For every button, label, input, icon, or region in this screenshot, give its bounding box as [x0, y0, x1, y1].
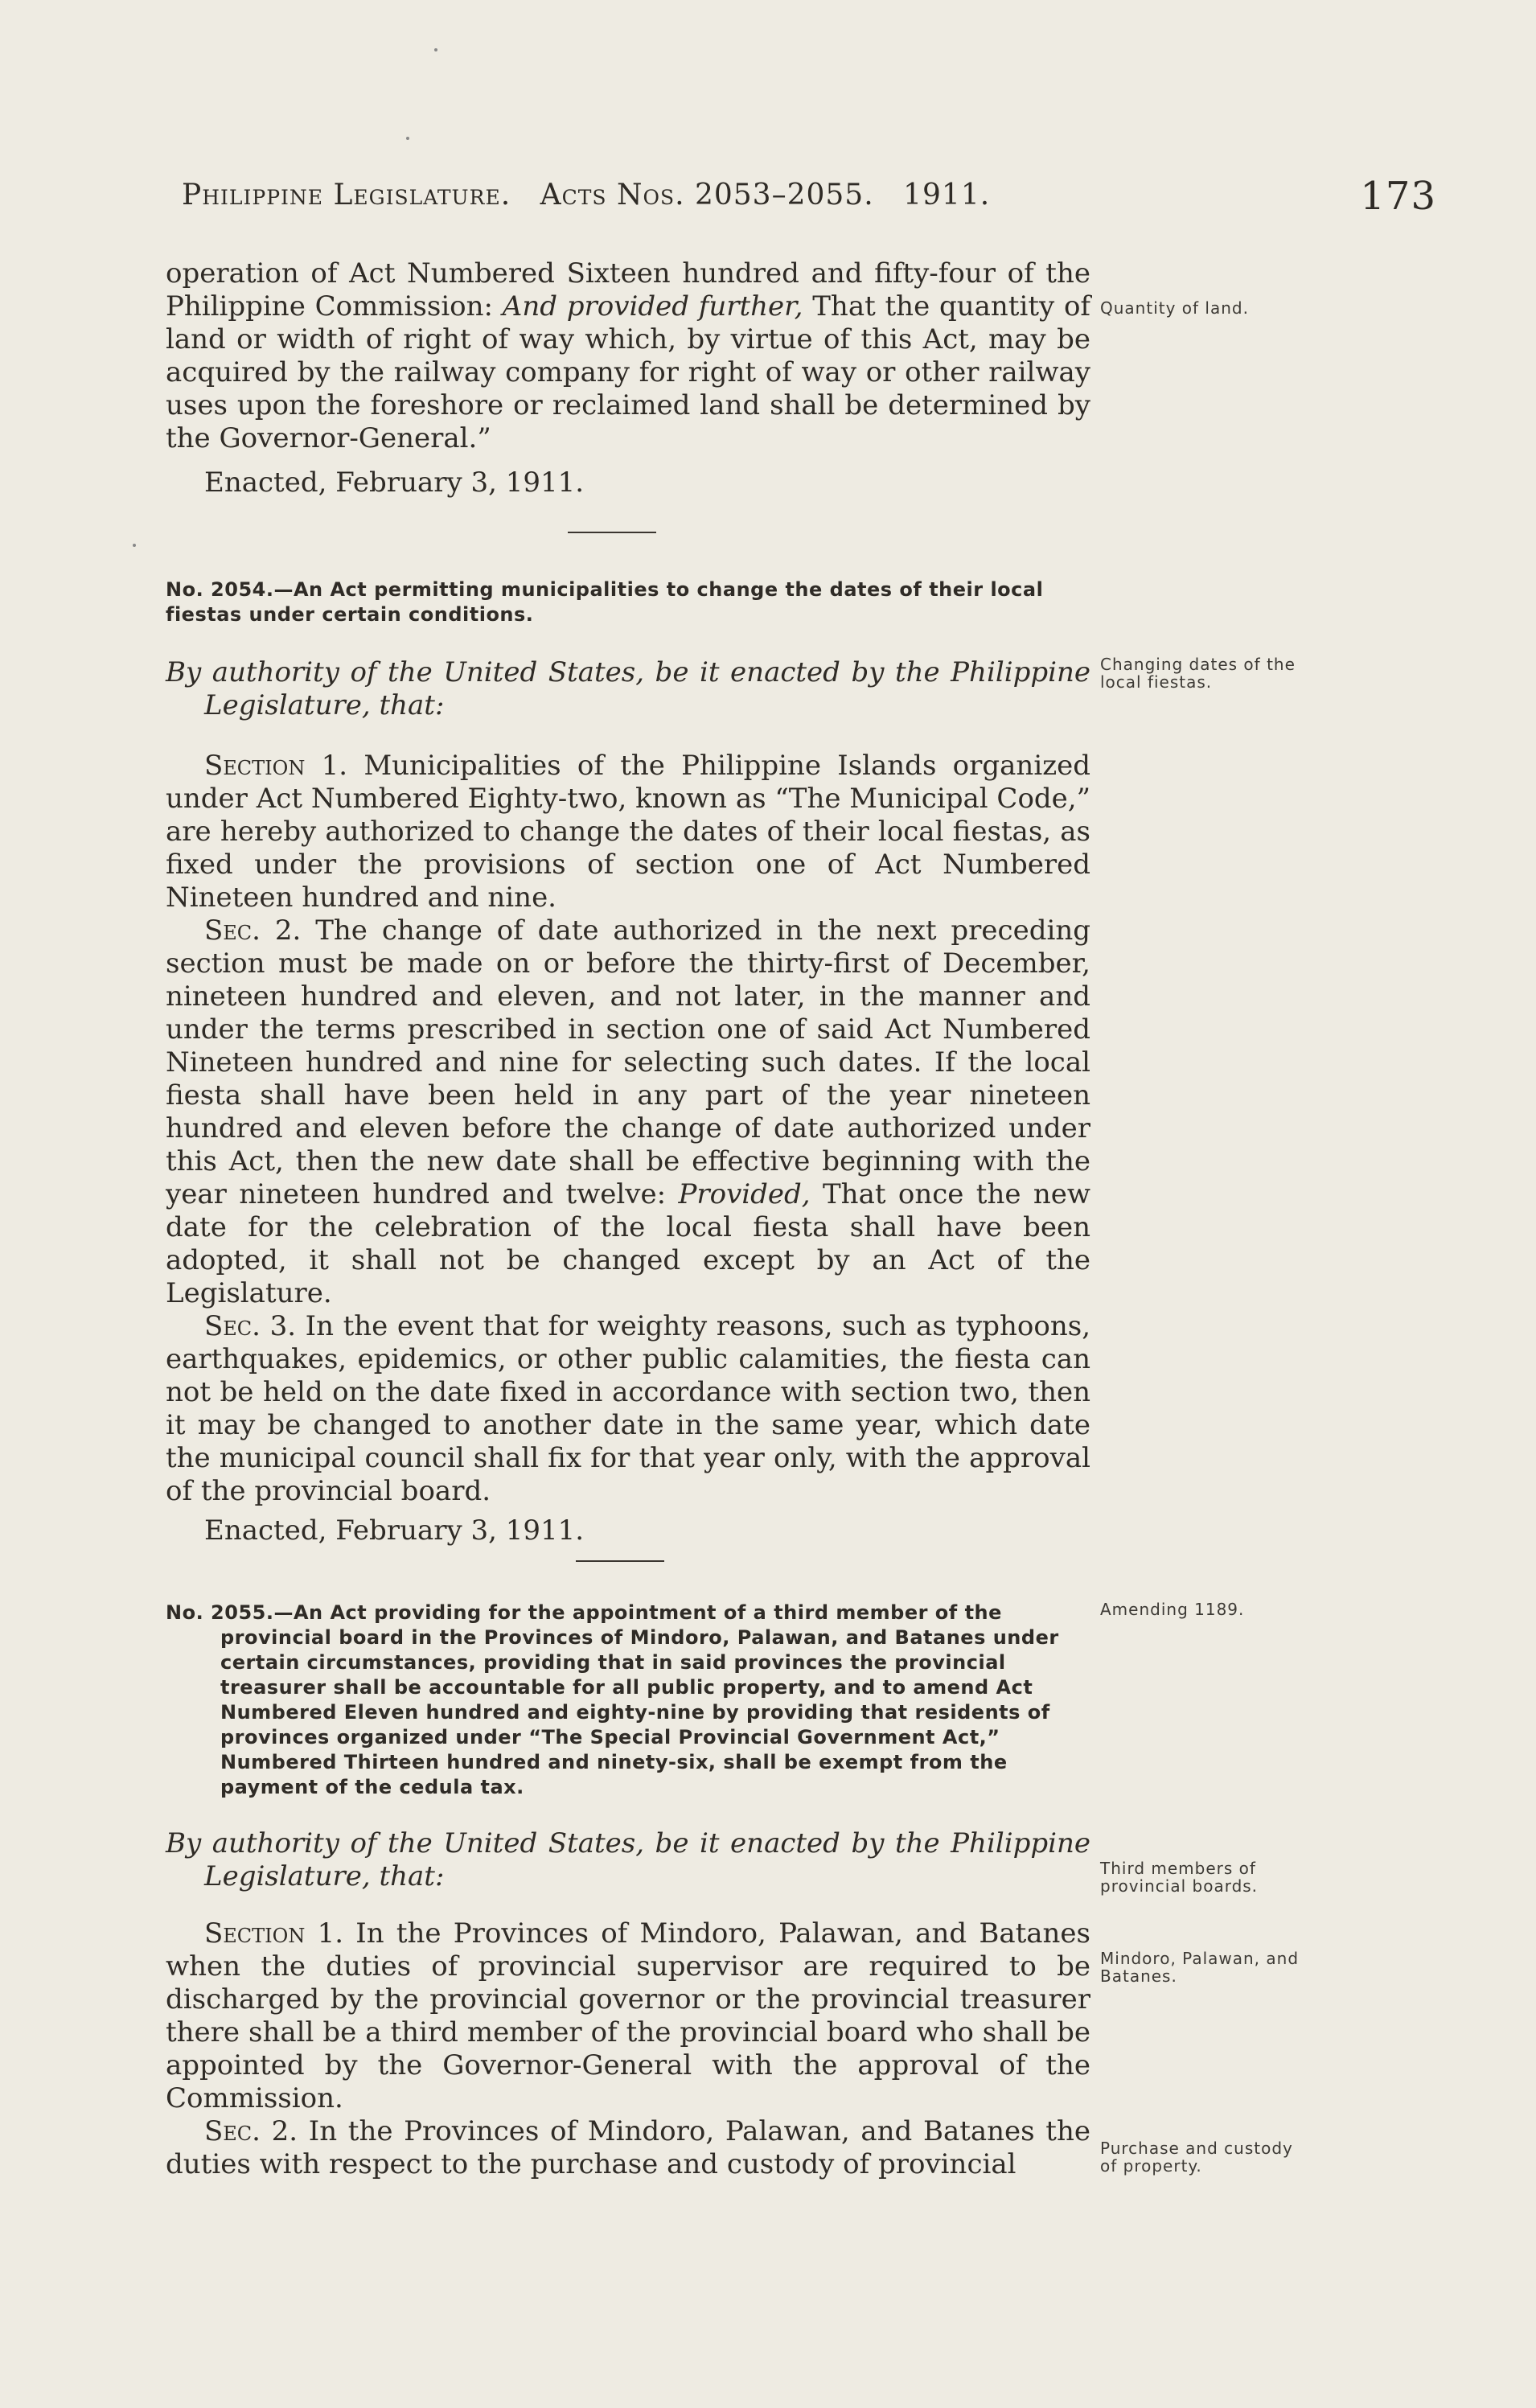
margin-note-changing-dates: Changing dates of the local fiestas. [1100, 655, 1296, 692]
section-label: Sec. 2. [204, 2115, 298, 2147]
section-text: The change of date authorized in the next preceding section must be made on or before the thirty-first of December, nineteen hundred and eleven, and not later, in the manner and under the terms prescribed in section one of said Act Numbered Nineteen hundred and nine for selecting such dates. If the local fiesta shall have been held in any part of the year nineteen hundred and eleven before the change of date authorized under this Act, then the new date shall be effective beginning with the year nineteen hundred and twelve: [166, 914, 1090, 1210]
section-label: Section 1. [204, 1917, 344, 1950]
act-number: No. 2054. [166, 578, 274, 601]
act-title: —An Act permitting municipalities to change the dates of their local fiestas under certain conditions. [166, 578, 1044, 626]
paper-speck [434, 48, 437, 51]
margin-note-third-members: Third members of provincial boards. [1100, 1859, 1259, 1896]
enacted-date: Enacted, February 3, 1911. [204, 1514, 585, 1547]
paper-speck [406, 137, 409, 140]
text: operation of Act Numbered Sixteen hundred and fifty-four of the Philippine Commission: [166, 257, 1090, 323]
separator-rule [568, 532, 656, 533]
section-text: Municipalities of the Philippine Islands organized under Act Numbered Eighty-two, known as “The Municipal Code,” are hereby authorized to change the dates of their local fiestas, as fixed under the provisions of section one of Act Numbered Nineteen hundred and nine. [166, 750, 1090, 914]
section-label: Sec. 2. [204, 914, 302, 947]
margin-note-amending: Amending 1189. [1100, 1600, 1245, 1619]
section-text: In the Provinces of Mindoro, Palawan, and Batanes the duties with respect to the purchase and custody of provincial [166, 2115, 1090, 2180]
section-text: That once the new date for the celebration of the local fiesta shall have been adopted, it shall not be changed except by an Act of the Legislature. [166, 1178, 1091, 1309]
section-2 [166, 2115, 1090, 2181]
acts-range: Acts Nos. 2053–2055. [540, 179, 874, 212]
margin-note-quantity: Quantity of land. [1100, 298, 1249, 318]
margin-note-provinces: Mindoro, Palawan, and Batanes. [1100, 1949, 1300, 1986]
italic-text: And provided further, [502, 290, 803, 323]
header-year: 1911. [903, 179, 991, 212]
paper-speck [133, 544, 136, 547]
text: That the quantity of land or width of right of way which, by virtue of this Act, may be acquired by the railway company for right of way or other railway uses upon the foreshore or reclaimed land shall be determined by the Governor-General.” [166, 290, 1091, 454]
margin-note-purchase: Purchase and custody of property. [1100, 2139, 1293, 2176]
running-title: Philippine Legislature. [182, 179, 511, 212]
act-2055-heading [166, 1601, 1090, 1800]
italic-text: Provided, [678, 1178, 811, 1210]
continuation-block [166, 257, 1090, 499]
page-number: 173 [1360, 174, 1436, 219]
section-label: Sec. 3. [204, 1310, 297, 1342]
section-2 [166, 914, 1090, 1310]
act-2055 [166, 1601, 1090, 2181]
separator-rule [576, 1560, 664, 1562]
section-1 [166, 1917, 1090, 2115]
section-text: In the event that for weighty reasons, such as typhoons, earthquakes, epidemics, or other public calamities, the fiesta can not be held on the date fixed in accordance with section two, then it may be changed to another date in the same year, which date the municipal council shall fix for that year only, with the approval of the provincial board. [166, 1310, 1091, 1507]
running-header [182, 174, 1436, 219]
act-number: No. 2055. [166, 1601, 274, 1624]
continuation-paragraph [166, 257, 1090, 455]
enacting-clause: By authority of the United States, be it enacted by the Philippine Legislature, that: [166, 656, 1090, 721]
act-2054-heading [166, 577, 1090, 627]
enacting-clause: By authority of the United States, be it enacted by the Philippine Legislature, that: [166, 1827, 1090, 1892]
act-2054 [166, 577, 1090, 1547]
section-label: Section 1. [204, 750, 348, 782]
section-text: In the Provinces of Mindoro, Palawan, and Batanes when the duties of provincial supervisor are required to be discharged by the provincial governor or the provincial treasurer there shall be a third member of the provincial board who shall be appointed by the Governor-General with the approval of the Commission. [166, 1917, 1090, 2114]
act-title: —An Act providing for the appointment of a third member of the provincial board in the Provinces of Mindoro, Palawan, and Batanes under certain circumstances, providing that in said provinces the provincial treasurer shall be accountable for all public property, and to amend Act Numbered Eleven hundred and eighty-nine by providing that residents of provinces organized under “The Special Provincial Government Act,” Numbered Thirteen hundred and ninety-six, shall be exempt from the payment of the cedula tax. [220, 1601, 1059, 1798]
enacted-date: Enacted, February 3, 1911. [204, 466, 585, 499]
section-3 [166, 1310, 1090, 1508]
section-1 [166, 750, 1090, 914]
